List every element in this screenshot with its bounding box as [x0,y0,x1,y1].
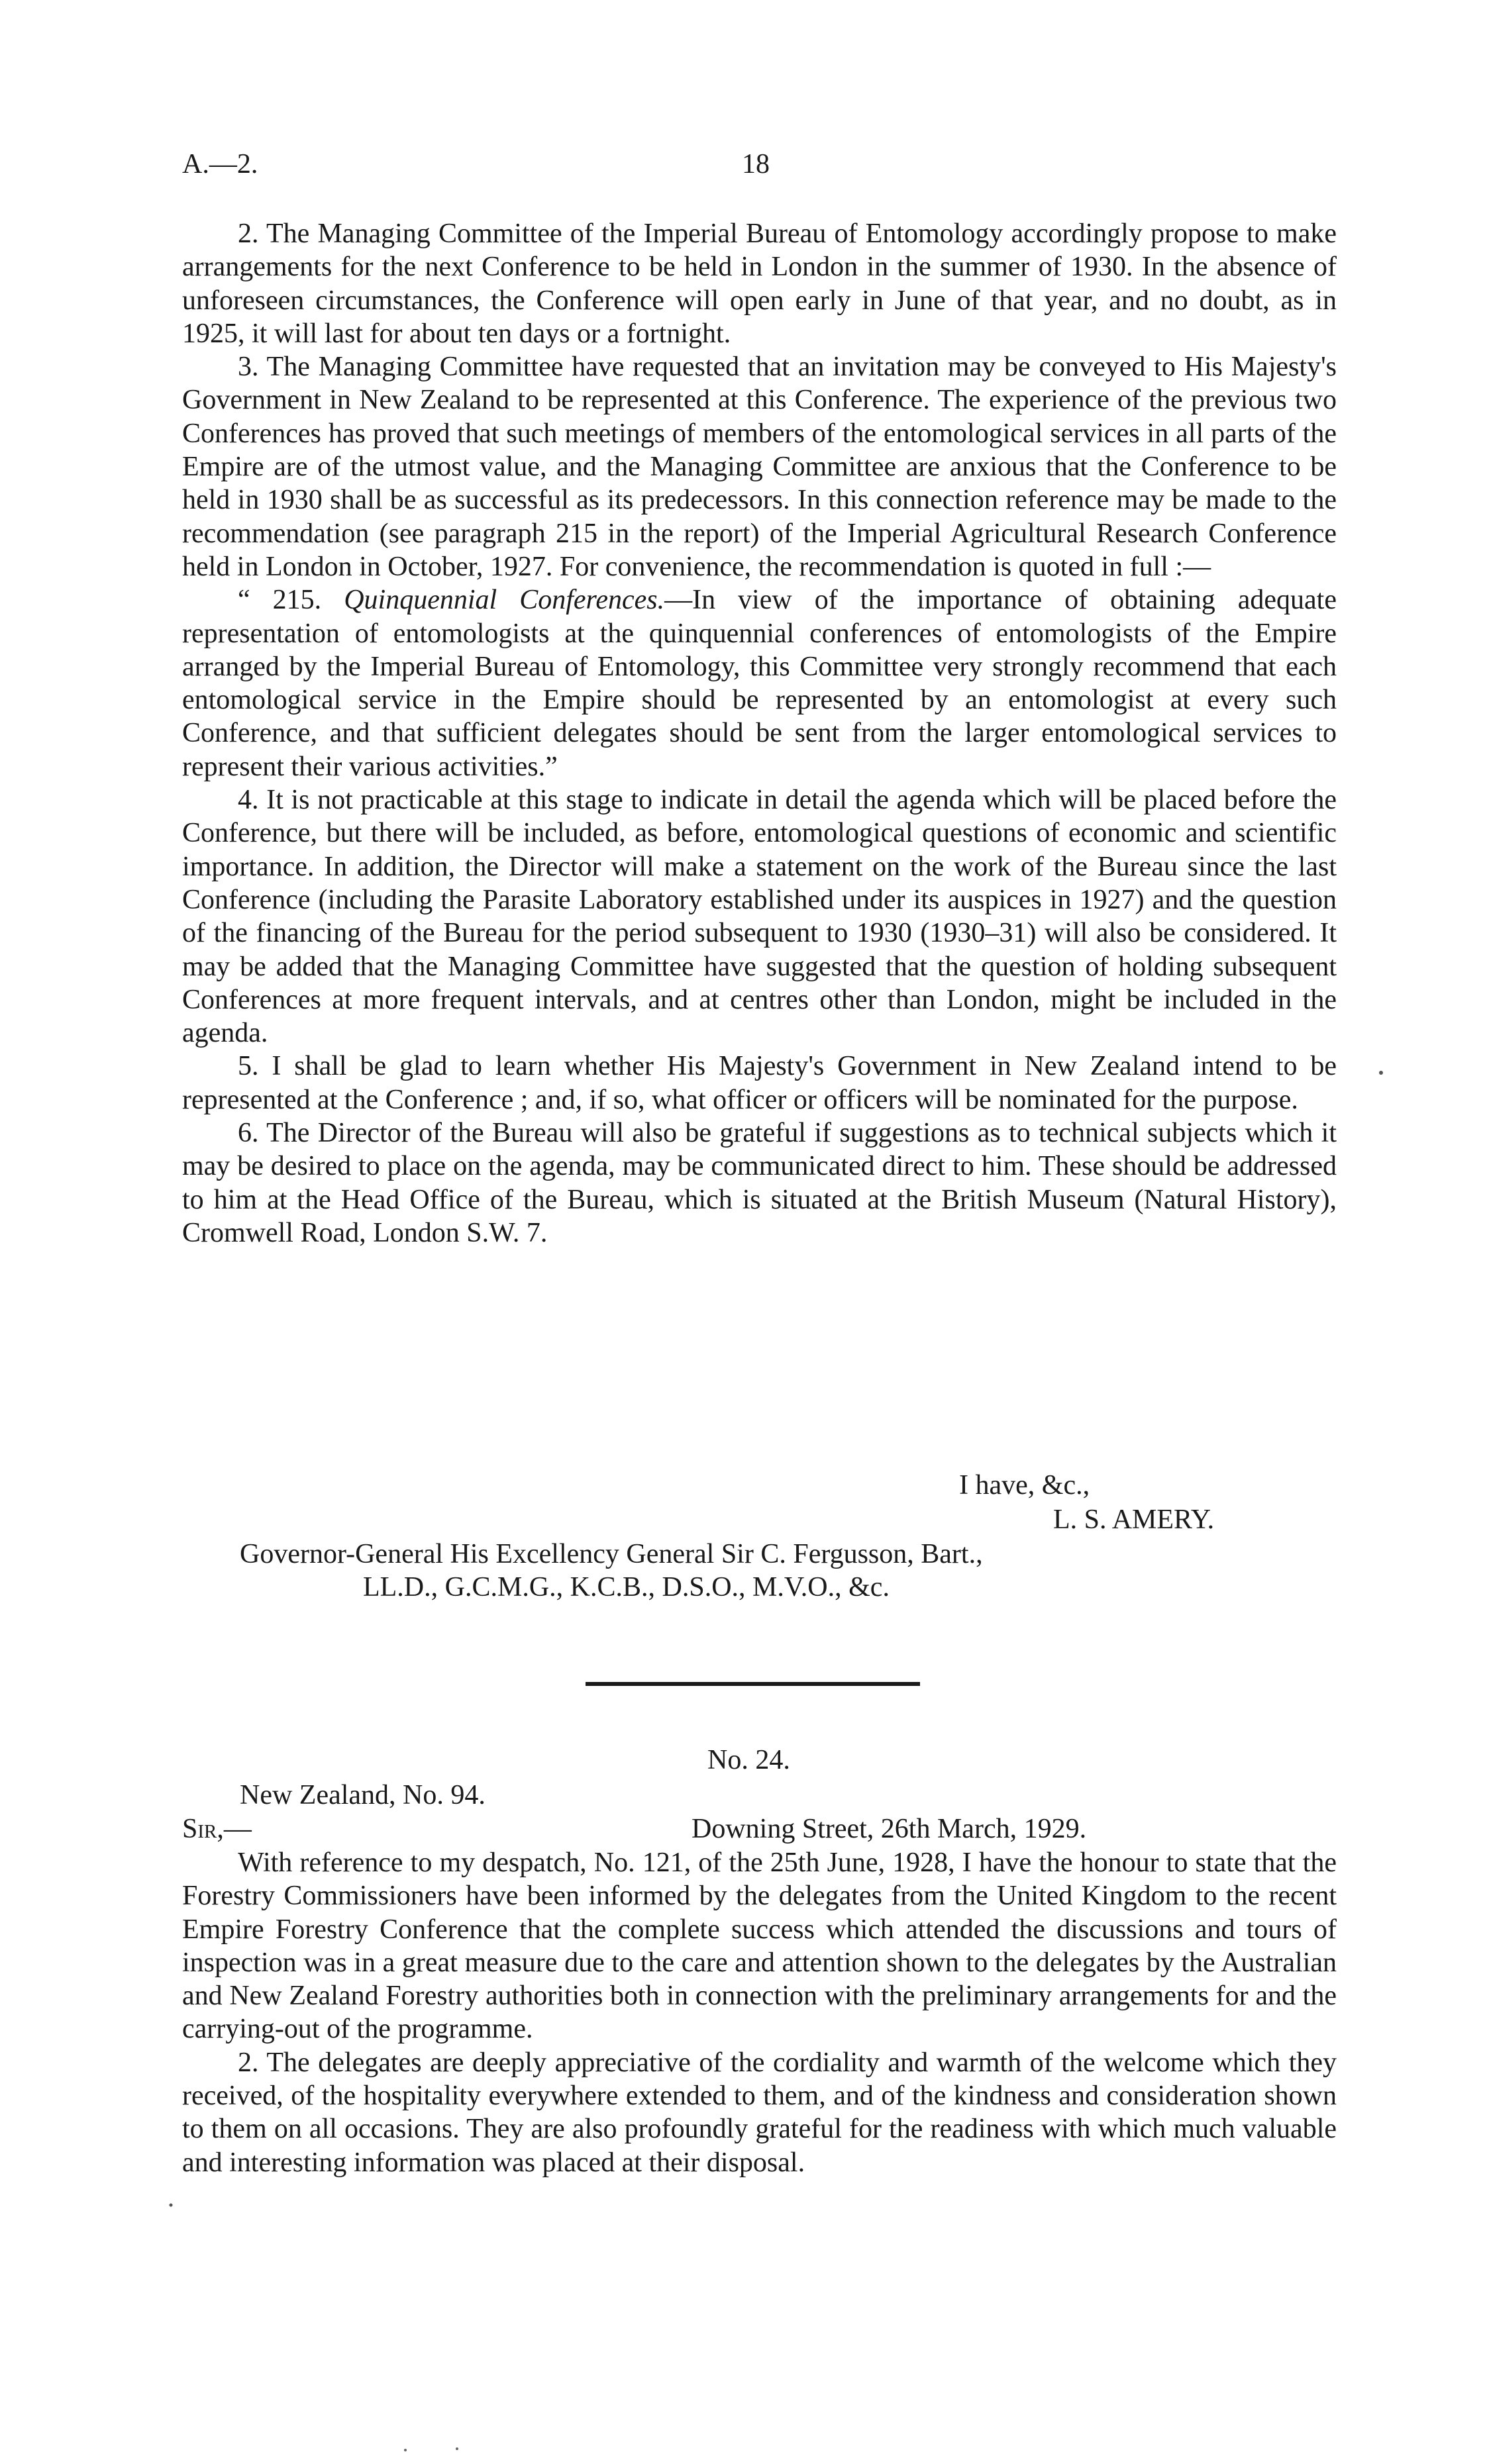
page-number: 18 [742,149,770,179]
paragraph-5: 5. I shall be glad to learn whether His Majesty's Government in New Zealand intend to be represented at the Conference ; and, if so, what officer or officers will be nominated for the purpose. [182,1051,1337,1115]
quote-heading: Quinquennial Conferences. [344,585,665,616]
dispatch-reference: New Zealand, No. 94. [240,1780,486,1810]
paragraph-3: 3. The Managing Committee have requested that an invitation may be conveyed to His Majesty's Government in New Zealand to be represented at this Conference. The experience of the previous two Conferences has proved that such meetings of members of the entomological services in all parts of the Empire are of the utmost value, and the Managing Committee are anxious that the Conference to be held in 1930 shall be as successful as its predecessors. In this connection reference may be made to the recommendation (see paragraph 215 in the report) of the Imperial Agricultural Research Conference held in London in October, 1927. For convenience, the recommendation is quoted in full :— [182,352,1337,582]
salutation: Sir,— [182,1814,252,1844]
quote-prefix: “ 215. [238,585,344,616]
page-reference: A.—2. [182,149,258,179]
addressee-line-1: Governor-General His Excellency General Sir C. Fergusson, Bart., [240,1539,983,1569]
paragraph-6: 6. The Director of the Bureau will also be grateful if suggestions as to technical subjects which it may be desired to place on the agenda, may be communicated direct to him. These should be addressed to him at the Head Office of the Bureau, which is situated at the British Museum (Natural History), Cromwell Road, London S.W. 7. [182,1118,1337,1248]
dispatch-number: No. 24. [707,1745,790,1775]
quote-text: —In view of the importance of obtaining adequate representation of entomologists at the quinquennial conferences of entomologists of the Empire arranged by the Imperial Bureau of Entomology, this Committee very strongly recommend that each entomological service in the Empire should be represented by an entomologist at every such Conference, and that sufficient delegates should be sent from the larger entomological services to represent their various activities.” [182,585,1337,782]
paragraph-2: 2. The Managing Committee of the Imperial Bureau of Entomology accordingly propose to make arrangements for the next Conference to be held in London in the summer of 1930. In the absence of unforeseen circumstances, the Conference will open early in June of that year, and no doubt, as in 1925, it will last for about ten days or a fortnight. [182,219,1337,349]
paragraph-2: 2. The delegates are deeply appreciative of the cordiality and warmth of the welcome which they received, of the hospitality everywhere extended to them, and of the kindness and consideration shown to them on all occasions. They are also profoundly grateful for the readiness with which much valuable and interesting information was placed at their disposal. [182,2047,1337,2178]
paragraph-1: With reference to my despatch, No. 121, of the 25th June, 1928, I have the honour to state that the Forestry Commissioners have been informed by the delegates from the United Kingdom to the recent Empire Forestry Conference that the complete success which attended the discussions and tours of inspection was in a great measure due to the care and attention shown to the delegates by the Australian and New Zealand Forestry authorities both in connection with the preliminary arrangements for and the carrying-out of the programme. [182,1848,1337,2045]
paragraph-4: 4. It is not practicable at this stage to indicate in detail the agenda which will be placed before the Conference, but there will be included, as before, entomological questions of economic and scientific importance. In addition, the Director will make a statement on the work of the Bureau since the last Conference (including the Parasite Laboratory established under its auspices in 1927) and the question of the financing of the Bureau for the period subsequent to 1930 (1930–31) will also be considered. It may be added that the Managing Committee have suggested that the question of holding subsequent Conferences at more frequent intervals, and at centres other than London, might be included in the agenda. [182,785,1337,1049]
dateline: Downing Street, 26th March, 1929. [692,1814,1087,1844]
signature-name: L. S. AMERY. [1053,1504,1215,1535]
addressee-line-2: LL.D., G.C.M.G., K.C.B., D.S.O., M.V.O., &c. [363,1572,890,1602]
closing-phrase: I have, &c., [959,1470,1090,1501]
